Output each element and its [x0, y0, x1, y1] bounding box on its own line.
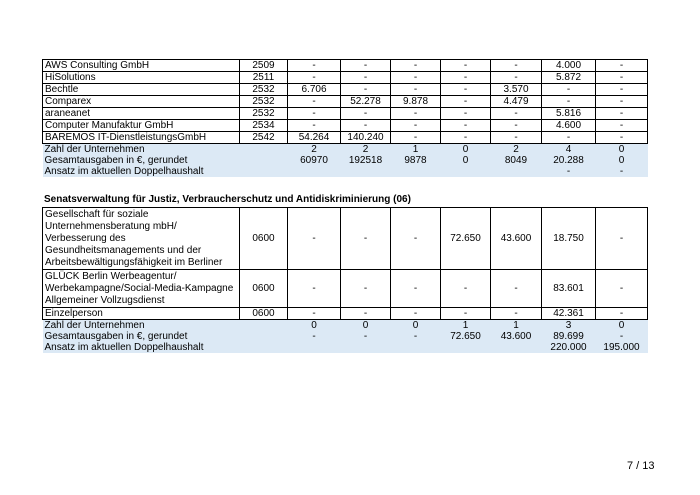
amount-cell: -: [391, 108, 441, 120]
summary-value-cell: -: [596, 166, 648, 177]
summary-value-cell: [288, 166, 341, 177]
page-number: 7 / 13: [627, 460, 655, 472]
table-row: [43, 60, 648, 72]
amount-cell: 4.479: [491, 96, 542, 108]
amount-cell: -: [596, 108, 648, 120]
summary-value-cell: 43.600: [491, 331, 542, 342]
amount-cell: -: [596, 270, 648, 308]
summary-row: [43, 155, 648, 166]
amount-cell: -: [288, 60, 341, 72]
summary-value-cell: 0: [596, 155, 648, 166]
table-row: [43, 132, 648, 144]
vendor-name-cell: Comparex: [43, 96, 240, 108]
summary-value-cell: 9878: [391, 155, 441, 166]
summary-value-cell: [491, 166, 542, 177]
summary-value-cell: 4: [542, 144, 596, 156]
summary-value-cell: 2: [341, 144, 391, 156]
summary-value-cell: 220.000: [542, 342, 596, 353]
amount-cell: -: [391, 84, 441, 96]
summary-value-cell: -: [542, 166, 596, 177]
summary-value-cell: 0: [596, 144, 648, 156]
summary-label-cell: Gesamtausgaben in €, gerundet: [43, 331, 288, 342]
title-code-cell: 2532: [240, 108, 288, 120]
amount-cell: 3.570: [491, 84, 542, 96]
title-code-cell: 2534: [240, 120, 288, 132]
summary-row: [43, 144, 648, 156]
summary-value-cell: 195.000: [596, 342, 648, 353]
amount-cell: -: [542, 96, 596, 108]
amount-cell: -: [596, 60, 648, 72]
table-row: [43, 308, 648, 320]
vendor-name-cell: HiSolutions: [43, 72, 240, 84]
amount-cell: 54.264: [288, 132, 341, 144]
summary-value-cell: -: [596, 331, 648, 342]
summary-value-cell: [288, 342, 341, 353]
amount-cell: -: [391, 60, 441, 72]
title-code-cell: 2532: [240, 96, 288, 108]
table-row: [43, 72, 648, 84]
summary-value-cell: 72.650: [441, 331, 491, 342]
amount-cell: -: [341, 208, 391, 270]
amount-cell: 4.000: [542, 60, 596, 72]
amount-cell: -: [391, 120, 441, 132]
amount-cell: -: [288, 72, 341, 84]
vendor-name-cell: AWS Consulting GmbH: [43, 60, 240, 72]
amount-cell: -: [288, 308, 341, 320]
amount-cell: -: [441, 132, 491, 144]
amount-cell: -: [491, 72, 542, 84]
amount-cell: -: [596, 308, 648, 320]
amount-cell: -: [341, 84, 391, 96]
amount-cell: -: [341, 108, 391, 120]
table-row: [43, 84, 648, 96]
summary-value-cell: 0: [441, 144, 491, 156]
title-code-cell: 0600: [240, 308, 288, 320]
amount-cell: -: [441, 72, 491, 84]
amount-cell: 42.361: [542, 308, 596, 320]
amount-cell: -: [441, 308, 491, 320]
amount-cell: -: [441, 270, 491, 308]
amount-cell: 72.650: [441, 208, 491, 270]
summary-value-cell: 2: [491, 144, 542, 156]
amount-cell: -: [491, 60, 542, 72]
amount-cell: -: [596, 132, 648, 144]
amount-cell: -: [441, 120, 491, 132]
amount-cell: -: [341, 72, 391, 84]
summary-value-cell: 1: [491, 320, 542, 332]
summary-value-cell: 20.288: [542, 155, 596, 166]
title-code-cell: 0600: [240, 208, 288, 270]
amount-cell: -: [441, 60, 491, 72]
amount-cell: -: [491, 270, 542, 308]
amount-cell: -: [491, 308, 542, 320]
summary-value-cell: 0: [391, 320, 441, 332]
table-row: [43, 120, 648, 132]
title-code-cell: 0600: [240, 270, 288, 308]
amount-cell: 83.601: [542, 270, 596, 308]
summary-label-cell: Ansatz im aktuellen Doppelhaushalt: [43, 342, 288, 353]
summary-value-cell: -: [391, 331, 441, 342]
table-row: [43, 108, 648, 120]
amount-cell: -: [288, 108, 341, 120]
vendor-name-cell: Computer Manufaktur GmbH: [43, 120, 240, 132]
amount-cell: -: [341, 60, 391, 72]
amount-cell: 18.750: [542, 208, 596, 270]
amount-cell: -: [441, 96, 491, 108]
amount-cell: -: [341, 270, 391, 308]
summary-label-cell: Zahl der Unternehmen: [43, 144, 288, 156]
title-code-cell: 2542: [240, 132, 288, 144]
amount-cell: -: [391, 132, 441, 144]
amount-cell: 52.278: [341, 96, 391, 108]
amount-cell: -: [288, 120, 341, 132]
summary-label-cell: Ansatz im aktuellen Doppelhaushalt: [43, 166, 288, 177]
summary-value-cell: [391, 166, 441, 177]
summary-value-cell: 192518: [341, 155, 391, 166]
summary-value-cell: 0: [596, 320, 648, 332]
summary-value-cell: 0: [288, 320, 341, 332]
amount-cell: -: [542, 84, 596, 96]
amount-cell: -: [341, 308, 391, 320]
summary-value-cell: [441, 342, 491, 353]
summary-label-cell: Gesamtausgaben in €, gerundet: [43, 155, 288, 166]
summary-value-cell: 89.699: [542, 331, 596, 342]
amount-cell: -: [542, 132, 596, 144]
vendor-name-cell: Gesellschaft für soziale Unternehmensberatung mbH/ Verbesserung des Gesundheitsmanagements und der Arbeitsbewältigungsfähigkeit im Berliner: [43, 208, 240, 270]
amount-cell: 5.872: [542, 72, 596, 84]
amount-cell: 4.600: [542, 120, 596, 132]
vendor-name-cell: Einzelperson: [43, 308, 240, 320]
summary-value-cell: [391, 342, 441, 353]
summary-row: [43, 342, 648, 353]
amount-cell: -: [288, 208, 341, 270]
amount-cell: -: [391, 208, 441, 270]
amount-cell: 140.240: [341, 132, 391, 144]
title-code-cell: 2509: [240, 60, 288, 72]
summary-value-cell: 2: [288, 144, 341, 156]
vendor-table-1: [42, 59, 648, 177]
summary-value-cell: 8049: [491, 155, 542, 166]
summary-row: [43, 166, 648, 177]
vendor-name-cell: BAREMOS IT-DienstleistungsGmbH: [43, 132, 240, 144]
summary-value-cell: [441, 166, 491, 177]
summary-value-cell: 1: [441, 320, 491, 332]
amount-cell: -: [596, 96, 648, 108]
summary-row: [43, 320, 648, 332]
vendor-name-cell: araneanet: [43, 108, 240, 120]
amount-cell: -: [596, 84, 648, 96]
amount-cell: -: [491, 108, 542, 120]
summary-row: [43, 331, 648, 342]
amount-cell: -: [596, 208, 648, 270]
amount-cell: -: [288, 270, 341, 308]
title-code-cell: 2511: [240, 72, 288, 84]
amount-cell: -: [441, 108, 491, 120]
summary-value-cell: -: [341, 331, 391, 342]
summary-value-cell: 3: [542, 320, 596, 332]
amount-cell: -: [596, 72, 648, 84]
amount-cell: -: [391, 308, 441, 320]
amount-cell: -: [288, 96, 341, 108]
summary-value-cell: 0: [341, 320, 391, 332]
vendor-table-2: [42, 207, 648, 353]
amount-cell: 43.600: [491, 208, 542, 270]
vendor-name-cell: Bechtle: [43, 84, 240, 96]
amount-cell: -: [341, 120, 391, 132]
summary-value-cell: [341, 166, 391, 177]
amount-cell: -: [391, 72, 441, 84]
amount-cell: -: [441, 84, 491, 96]
amount-cell: 5.816: [542, 108, 596, 120]
summary-value-cell: -: [288, 331, 341, 342]
summary-value-cell: [341, 342, 391, 353]
summary-value-cell: [491, 342, 542, 353]
table-row: [43, 96, 648, 108]
amount-cell: -: [491, 120, 542, 132]
amount-cell: -: [491, 132, 542, 144]
amount-cell: -: [391, 270, 441, 308]
amount-cell: 9.878: [391, 96, 441, 108]
summary-label-cell: Zahl der Unternehmen: [43, 320, 288, 332]
summary-value-cell: 1: [391, 144, 441, 156]
section-heading: Senatsverwaltung für Justiz, Verbraucherschutz und Antidiskriminierung (06): [44, 194, 411, 205]
amount-cell: 6.706: [288, 84, 341, 96]
title-code-cell: 2532: [240, 84, 288, 96]
vendor-name-cell: GLÜCK Berlin Werbeagentur/ Werbekampagne/Social-Media-Kampagne Allgemeiner Vollzugsdienst: [43, 270, 240, 308]
summary-value-cell: 0: [441, 155, 491, 166]
amount-cell: -: [596, 120, 648, 132]
table-row: [43, 270, 648, 308]
table-row: [43, 208, 648, 270]
summary-value-cell: 60970: [288, 155, 341, 166]
